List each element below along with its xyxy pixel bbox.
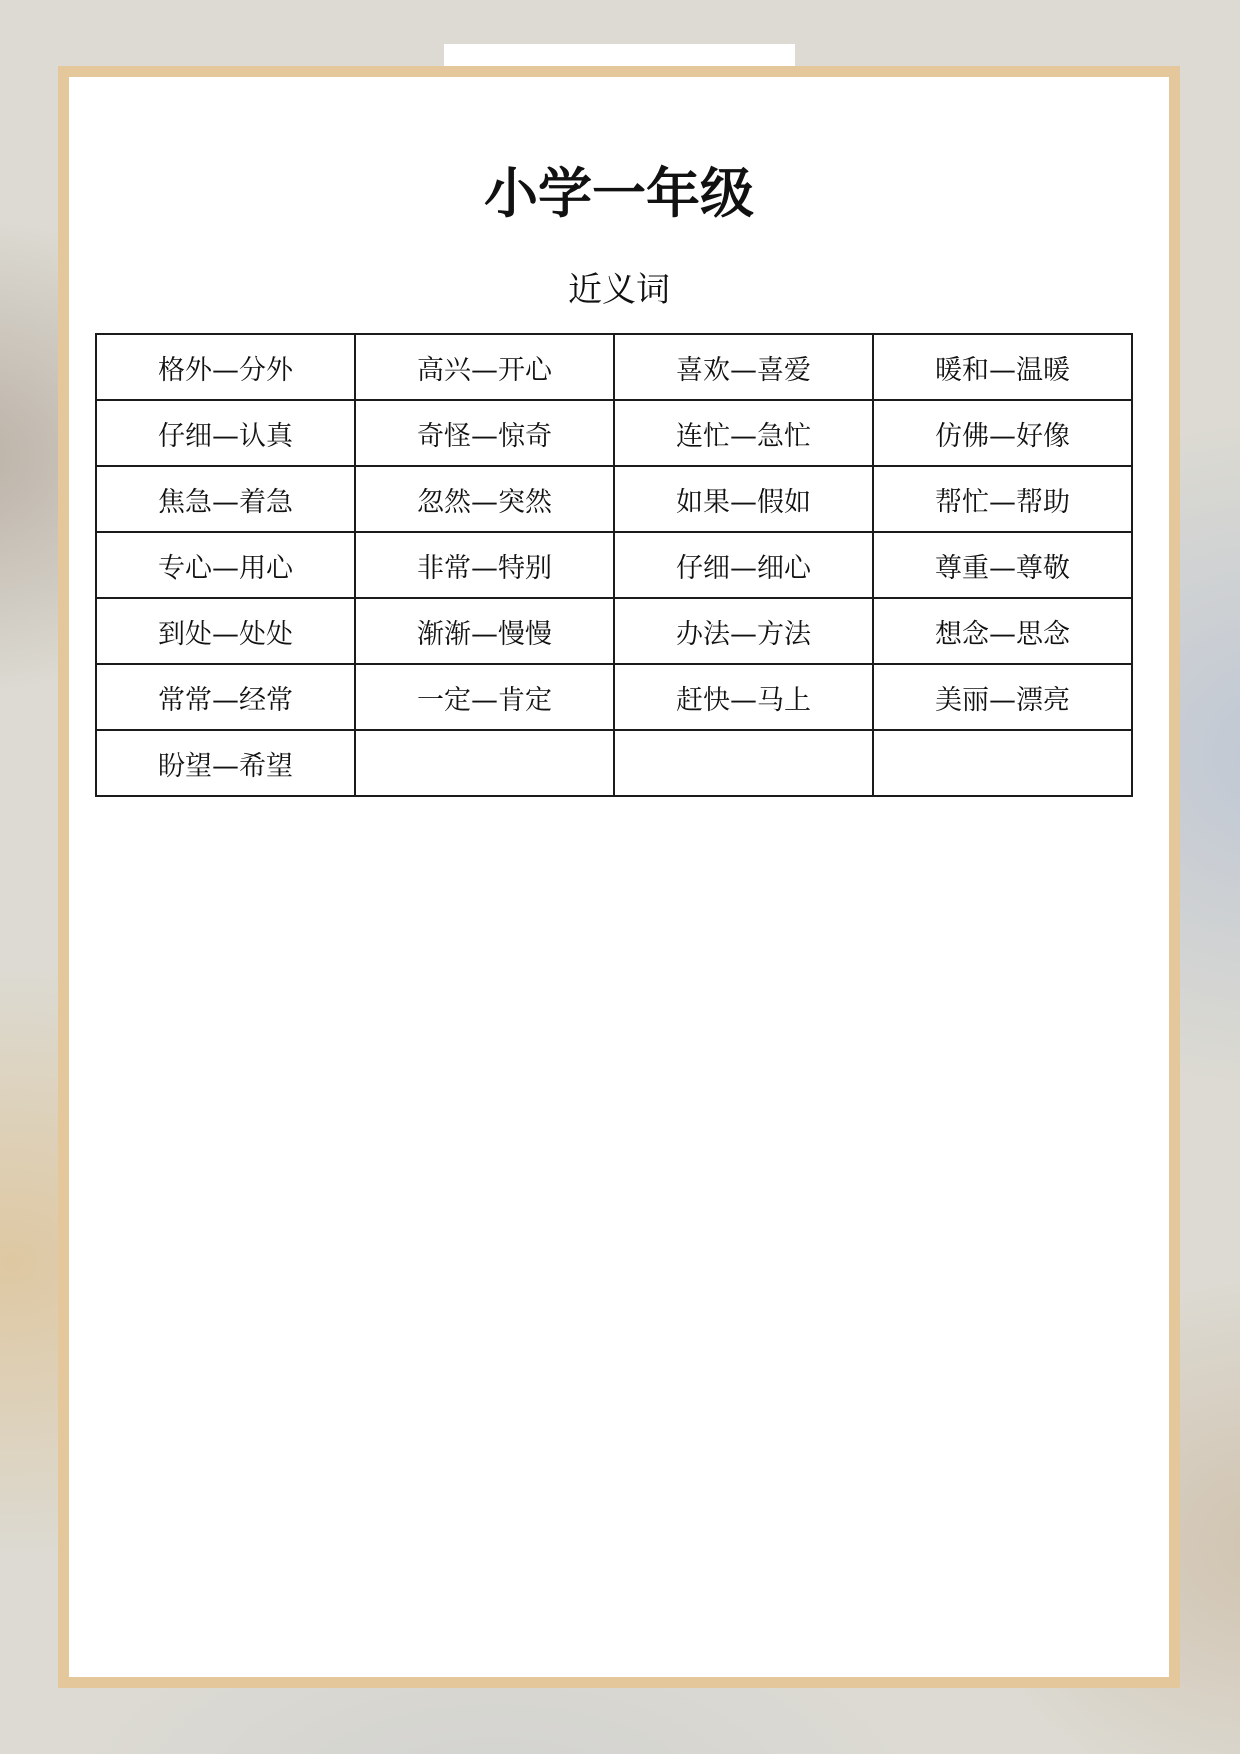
table-cell: 如果—假如 (614, 466, 873, 532)
table-cell: 帮忙—帮助 (873, 466, 1132, 532)
table-cell: 常常—经常 (96, 664, 355, 730)
table-cell: 专心—用心 (96, 532, 355, 598)
table-row (96, 400, 1132, 466)
table-cell: 美丽—漂亮 (873, 664, 1132, 730)
table-cell: 格外—分外 (96, 334, 355, 400)
table-cell: 喜欢—喜爱 (614, 334, 873, 400)
table-cell (873, 730, 1132, 796)
table-cell: 到处—处处 (96, 598, 355, 664)
page-title: 小学一年级 (484, 162, 754, 225)
table-cell: 非常—特别 (355, 532, 614, 598)
table-cell: 办法—方法 (614, 598, 873, 664)
table-cell: 焦急—着急 (96, 466, 355, 532)
table-cell: 暖和—温暖 (873, 334, 1132, 400)
table-cell: 想念—思念 (873, 598, 1132, 664)
table-row (96, 532, 1132, 598)
table-cell (355, 730, 614, 796)
table-cell: 赶快—马上 (614, 664, 873, 730)
table-row (96, 598, 1132, 664)
table-cell: 连忙—急忙 (614, 400, 873, 466)
table-cell: 一定—肯定 (355, 664, 614, 730)
table-row (96, 730, 1132, 796)
synonym-table-body (96, 334, 1132, 796)
table-cell: 仔细—认真 (96, 400, 355, 466)
table-cell: 奇怪—惊奇 (355, 400, 614, 466)
synonym-table (95, 333, 1133, 797)
page-subtitle: 近义词 (568, 270, 670, 310)
table-row (96, 466, 1132, 532)
table-row (96, 664, 1132, 730)
table-cell: 仿佛—好像 (873, 400, 1132, 466)
table-cell: 忽然—突然 (355, 466, 614, 532)
table-cell: 盼望—希望 (96, 730, 355, 796)
table-cell (614, 730, 873, 796)
table-row (96, 334, 1132, 400)
table-cell: 渐渐—慢慢 (355, 598, 614, 664)
table-cell: 仔细—细心 (614, 532, 873, 598)
table-cell: 尊重—尊敬 (873, 532, 1132, 598)
table-cell: 高兴—开心 (355, 334, 614, 400)
worksheet-card (58, 66, 1180, 1688)
